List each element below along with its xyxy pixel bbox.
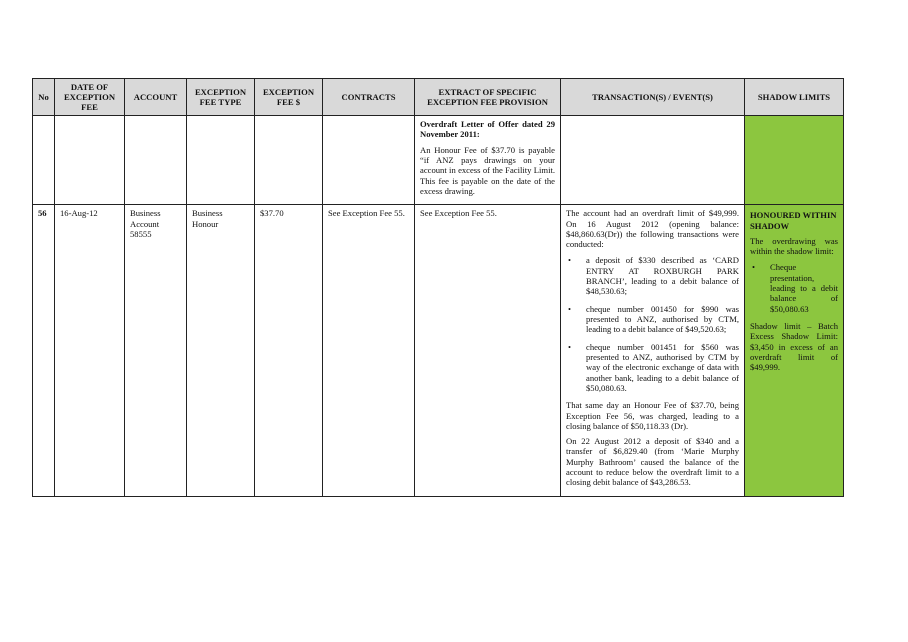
transactions-paragraph-3: On 22 August 2012 a deposit of $340 and a transfer of $6,829.40 (from ‘Marie Murphy Murphy Bathroom’ caused the balance of the account to reduce below the overdraft limit to a closing debit balance of $43,286.53. (566, 436, 739, 488)
cell-date (55, 116, 125, 205)
cell-contracts (323, 116, 415, 205)
shadow-paragraph-1: The overdrawing was within the shadow limit: (750, 235, 838, 257)
cell-fee-type (187, 116, 255, 205)
header-fee-amount: EXCEPTION FEE $ (255, 79, 323, 116)
bullet1-description: CARD ENTRY AT ROXBURGH PARK BRANCH (586, 255, 739, 287)
cell-transactions (561, 116, 745, 205)
transactions-intro: The account had an overdraft limit of $49,999. On 16 August 2012 (opening balance: $48,860.63(Dr)) the following transactions were conducted: (566, 208, 739, 250)
shadow-list (750, 262, 838, 314)
transactions-list (566, 255, 739, 393)
cell-account (125, 116, 187, 205)
header-row (33, 79, 844, 116)
cell-transactions (561, 205, 745, 497)
shadow-item: • Cheque presentation, leading to a debit balance of $50,080.63 (750, 262, 838, 314)
transaction-item (566, 255, 739, 296)
header-account: ACCOUNT (125, 79, 187, 116)
cell-contracts: See Exception Fee 55. (323, 205, 415, 497)
bullet1-post: ’, leading to a debit balance of $48,530.63; (586, 276, 739, 297)
cell-no (33, 116, 55, 205)
cell-shadow-limits (745, 116, 844, 205)
cell-fee-amount: $37.70 (255, 205, 323, 497)
cell-no: 56 (33, 205, 55, 497)
bullet1-pre: a deposit of $330 described as ‘ (586, 255, 716, 266)
extract-title: Overdraft Letter of Offer dated 29 November 2011: (420, 119, 555, 140)
header-contracts: CONTRACTS (323, 79, 415, 116)
cell-account: Business Account 58555 (125, 205, 187, 497)
header-shadow-limits: SHADOW LIMITS (745, 79, 844, 116)
header-transactions: TRANSACTION(S) / EVENT(S) (561, 79, 745, 116)
extract-body: An Honour Fee of $37.70 is payable “if ANZ pays drawings on your account in excess of the Facility Limit. This fee is payable on the date of the excess drawing. (420, 144, 555, 196)
cell-extract: See Exception Fee 55. (415, 205, 561, 497)
shadow-paragraph-2: Shadow limit – Batch Excess Shadow Limit: $3,450 in excess of an overdraft limit of $49,999. (750, 321, 838, 373)
header-fee-type: EXCEPTION FEE TYPE (187, 79, 255, 116)
cell-shadow-limits (745, 205, 844, 497)
transactions-paragraph-2: That same day an Honour Fee of $37.70, being Exception Fee 56, was charged, leading to a closing balance of $50,118.33 (Dr). (566, 400, 739, 431)
cell-extract (415, 116, 561, 205)
cell-date: 16-Aug-12 (55, 205, 125, 497)
header-extract: EXTRACT OF SPECIFIC EXCEPTION FEE PROVISION (415, 79, 561, 116)
table-row-56 (33, 205, 844, 497)
cell-fee-type: Business Honour (187, 205, 255, 497)
cell-fee-amount (255, 116, 323, 205)
shadow-title: HONOURED WITHIN SHADOW (750, 210, 837, 231)
transaction-item: • cheque number 001451 for $560 was presented to ANZ, authorised by CTM by way of the electronic exchange of data with another bank, leading to a debit balance of $50,080.63. (566, 342, 739, 394)
header-no: No (33, 79, 55, 116)
exception-fee-table (32, 78, 844, 497)
transaction-item: • cheque number 001450 for $990 was presented to ANZ, authorised by CTM, leading to a debit balance of $49,520.63; (566, 304, 739, 335)
header-date: DATE OF EXCEPTION FEE (55, 79, 125, 116)
table-row-continued (33, 116, 844, 205)
